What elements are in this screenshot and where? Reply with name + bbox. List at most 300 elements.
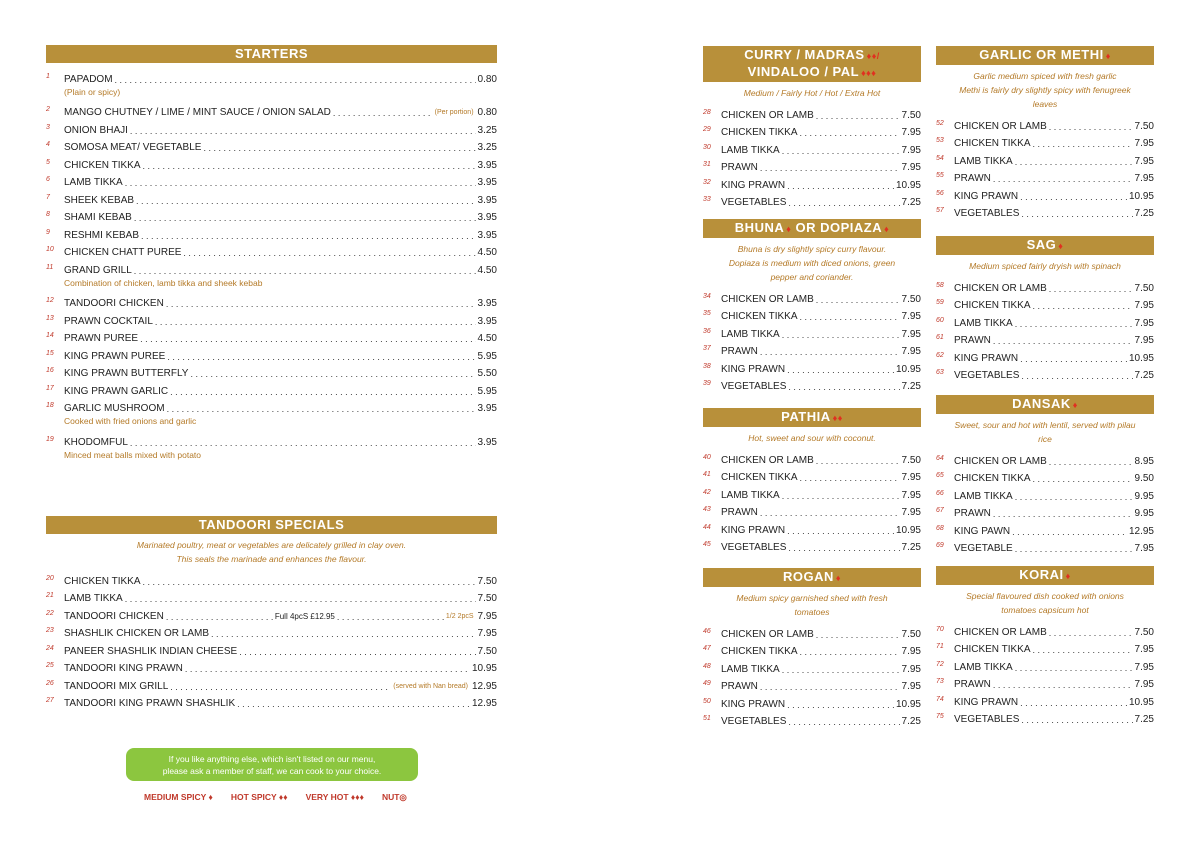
curry-header	[703, 46, 921, 82]
dot-leader	[1049, 121, 1133, 133]
item-number: 67	[936, 507, 944, 514]
menu-item	[936, 365, 1154, 383]
dot-leader	[1015, 491, 1133, 503]
item-number: 49	[703, 680, 711, 687]
item-number: 43	[703, 506, 711, 513]
item-name: LAMB TIKKA	[64, 593, 123, 604]
info-line-1: If you like anything else, which isn't listed on our menu,	[168, 753, 376, 764]
item-number: 46	[703, 627, 711, 635]
dansak-list	[936, 450, 1154, 555]
item-name: VEGETABLES	[721, 197, 787, 208]
dot-leader	[185, 663, 470, 675]
item-note: (served with Nan bread)	[393, 682, 468, 690]
sag-title: SAG	[1026, 237, 1057, 252]
item-price: 7.95	[1134, 335, 1154, 346]
item-price: 7.95	[1134, 644, 1154, 655]
sag-section	[936, 236, 1154, 382]
item-number: 48	[703, 662, 711, 670]
item-number: 62	[936, 351, 944, 359]
item-number: 28	[703, 108, 711, 116]
item-name: CHICKEN TIKKA	[721, 311, 798, 322]
dot-leader	[170, 386, 475, 398]
curry-title-2: VINDALOO / PAL	[747, 64, 860, 79]
item-price: 5.95	[477, 350, 497, 362]
sag-list	[936, 277, 1154, 382]
item-price: 7.95	[477, 628, 497, 639]
menu-item	[936, 295, 1154, 313]
dot-leader	[816, 110, 900, 122]
item-number: 6	[46, 176, 50, 183]
item-name: TANDOORI MIX GRILL	[64, 680, 169, 692]
menu-item	[46, 154, 497, 172]
menu-item	[46, 693, 497, 711]
menu-item	[936, 520, 1154, 538]
item-number: 30	[703, 143, 711, 151]
item-price: 12.95	[471, 698, 497, 709]
menu-item	[936, 450, 1154, 468]
menu-item	[703, 623, 921, 641]
menu-item	[46, 658, 497, 676]
bhuna-list	[703, 288, 921, 393]
menu-item	[936, 485, 1154, 503]
item-price: 0.80	[477, 107, 497, 118]
chili-icon: ♦	[1065, 571, 1071, 581]
menu-item	[703, 306, 921, 324]
chili-icon: ♦	[786, 224, 792, 234]
dot-leader	[115, 74, 476, 86]
item-number: 7	[46, 193, 50, 201]
menu-item	[46, 207, 497, 225]
item-number: 75	[936, 713, 944, 720]
dot-leader	[143, 160, 476, 172]
menu-item	[936, 115, 1154, 133]
item-number: 73	[936, 678, 944, 685]
item-number: 66	[936, 489, 944, 497]
dot-leader	[816, 294, 900, 306]
item-number: 2	[46, 106, 50, 113]
item-name: LAMB TIKKA	[954, 661, 1013, 673]
menu-item	[703, 157, 921, 175]
dot-leader	[166, 611, 273, 623]
item-price: 7.50	[1134, 120, 1154, 132]
item-number: 51	[703, 715, 711, 722]
item-price: 5.95	[477, 385, 497, 397]
description-line: Marinated poultry, meat or vegetables are delicately grilled in clay oven.	[136, 540, 407, 550]
bhuna-section	[703, 219, 921, 393]
item-number: 53	[936, 137, 944, 144]
dot-leader	[788, 381, 899, 393]
menu-item	[46, 398, 497, 416]
item-number: 64	[936, 454, 944, 462]
dot-leader	[816, 629, 900, 641]
menu-item	[703, 174, 921, 192]
dansak-description	[936, 418, 1154, 446]
item-price: 7.95	[901, 328, 921, 340]
tandoori-description	[46, 538, 497, 566]
description-line: Garlic medium spiced with fresh garlic	[973, 71, 1117, 81]
menu-item	[936, 468, 1154, 486]
korai-header	[936, 566, 1154, 585]
description-line: This seals the marinade and enhances the flavour.	[176, 554, 367, 564]
dot-leader	[787, 699, 894, 711]
item-price: 3.25	[477, 142, 497, 153]
menu-item	[46, 172, 497, 190]
menu-item	[936, 330, 1154, 348]
item-name: ONION BHAJI	[64, 124, 128, 136]
curry-list	[703, 104, 921, 209]
item-price: 7.50	[477, 593, 497, 604]
item-name: KING PRAWN	[954, 696, 1019, 708]
item-price: 7.25	[901, 542, 921, 553]
item-price: 10.95	[1128, 352, 1154, 364]
curry-section	[703, 46, 921, 209]
menu-item	[703, 537, 921, 555]
menu-item	[46, 640, 497, 658]
item-price: 3.25	[477, 124, 497, 136]
dot-leader	[1033, 473, 1133, 485]
garlic-header	[936, 46, 1154, 65]
item-name: KING PRAWN	[954, 352, 1019, 364]
item-name: KING PRAWN	[721, 524, 786, 536]
item-number: 36	[703, 327, 711, 335]
bhuna-header	[703, 219, 921, 238]
item-name: PRAWN	[954, 508, 991, 519]
pathia-section	[703, 408, 921, 554]
item-name: LAMB TIKKA	[954, 490, 1013, 502]
menu-item	[703, 711, 921, 729]
chili-icon: ♦	[884, 224, 890, 234]
dot-leader	[167, 351, 475, 363]
bhuna-description	[703, 242, 921, 284]
item-name: CHICKEN OR LAMB	[721, 293, 814, 305]
item-number: 17	[46, 384, 54, 392]
menu-item	[46, 68, 497, 86]
dot-leader	[782, 145, 900, 157]
item-name: CHICKEN TIKKA	[954, 644, 1031, 655]
item-price: 5.50	[477, 368, 497, 379]
item-number: 55	[936, 172, 944, 179]
item-price: 7.50	[1134, 282, 1154, 294]
description-line: Special flavoured dish cooked with onions	[966, 591, 1124, 601]
item-name: CHICKEN OR LAMB	[954, 120, 1047, 132]
item-name: CHICKEN TIKKA	[721, 646, 798, 657]
item-number: 71	[936, 643, 944, 650]
item-price: 7.50	[477, 645, 497, 657]
item-name: CHICKEN OR LAMB	[954, 455, 1047, 467]
item-price: 7.95	[901, 472, 921, 483]
item-price: 7.50	[901, 293, 921, 305]
menu-item	[936, 185, 1154, 203]
menu-item	[936, 277, 1154, 295]
dot-leader	[816, 455, 900, 467]
garlic-description	[936, 69, 1154, 111]
starters-section	[46, 45, 497, 465]
item-name: LAMB TIKKA	[721, 328, 780, 340]
item-name: PRAWN	[721, 681, 758, 692]
menu-item	[46, 119, 497, 137]
menu-item	[46, 293, 497, 311]
dot-leader	[787, 525, 894, 537]
dot-leader	[203, 142, 475, 154]
menu-item	[703, 139, 921, 157]
item-price: 10.95	[895, 698, 921, 710]
dot-leader	[143, 576, 476, 588]
item-number: 33	[703, 196, 711, 203]
dot-leader	[166, 298, 476, 310]
item-number: 35	[703, 310, 711, 317]
menu-item	[936, 150, 1154, 168]
item-number: 57	[936, 207, 944, 214]
item-name: LAMB TIKKA	[954, 317, 1013, 329]
dot-leader	[140, 333, 475, 345]
item-price: 10.95	[895, 363, 921, 375]
item-name: SHEEK KEBAB	[64, 194, 135, 206]
item-name: SHASHLIK CHICKEN OR LAMB	[64, 628, 210, 639]
item-number: 27	[46, 697, 54, 704]
bhuna-title: BHUNA	[734, 220, 785, 235]
dot-leader	[782, 490, 900, 502]
item-number: 31	[703, 161, 711, 168]
description-line: Sweet, sour and hot with lentil, served with pilau	[954, 420, 1136, 430]
dot-leader	[1021, 208, 1132, 220]
item-name: PANEER SHASHLIK INDIAN CHEESE	[64, 645, 238, 657]
item-number: 47	[703, 645, 711, 652]
item-name: KING PRAWN	[721, 363, 786, 375]
item-name: GARLIC MUSHROOM	[64, 403, 165, 414]
item-name: CHICKEN TIKKA	[721, 472, 798, 483]
dot-leader	[333, 107, 433, 119]
menu-item	[46, 363, 497, 381]
item-price: 3.95	[477, 436, 497, 448]
legend-nut: NUT◎	[381, 792, 407, 802]
garlic-section	[936, 46, 1154, 220]
item-number: 18	[46, 402, 54, 409]
menu-item	[46, 137, 497, 155]
item-name: CHICKEN TIKKA	[954, 473, 1031, 484]
description-line: Methi is fairly dry slightly spicy with fenugreek	[959, 85, 1131, 95]
menu-item	[703, 376, 921, 394]
item-name: TANDOORI KING PRAWN SHASHLIK	[64, 698, 236, 709]
item-number: 12	[46, 297, 54, 304]
item-name: PRAWN	[954, 679, 991, 690]
menu-item	[46, 588, 497, 606]
item-price: 3.95	[477, 403, 497, 414]
dansak-header	[936, 395, 1154, 414]
menu-item	[703, 104, 921, 122]
item-price: 7.95	[1134, 679, 1154, 690]
pathia-description	[703, 431, 921, 445]
dot-leader	[788, 716, 899, 728]
item-price: 9.95	[1134, 508, 1154, 519]
item-number: 54	[936, 154, 944, 162]
description-line: rice	[1038, 434, 1052, 444]
menu-item	[936, 709, 1154, 727]
dot-leader	[155, 316, 476, 328]
item-price: 4.50	[477, 247, 497, 258]
item-name: PRAWN	[721, 162, 758, 173]
item-price: 7.50	[1134, 626, 1154, 638]
dot-leader	[800, 311, 900, 323]
item-name: TANDOORI KING PRAWN	[64, 663, 183, 674]
item-price: 10.95	[1128, 190, 1154, 202]
item-name: SHAMI KEBAB	[64, 212, 132, 223]
item-price: 7.25	[901, 381, 921, 392]
dot-leader	[760, 681, 900, 693]
item-price: 7.95	[901, 346, 921, 357]
item-number: 39	[703, 380, 711, 387]
menu-item	[46, 605, 497, 623]
menu-item	[46, 675, 497, 693]
item-price: 4.50	[477, 264, 497, 276]
item-name: KING PRAWN	[954, 190, 1019, 202]
description-line: pepper and coriander.	[770, 272, 854, 282]
item-name: KHODOMFUL	[64, 436, 128, 448]
curry-description	[703, 86, 921, 100]
item-number: 37	[703, 345, 711, 352]
item-price: 7.95	[477, 610, 498, 622]
dot-leader	[800, 472, 900, 484]
garlic-title: GARLIC OR METHI	[979, 47, 1104, 62]
dot-leader	[1020, 353, 1127, 365]
dot-leader	[190, 368, 475, 380]
item-number: 4	[46, 141, 50, 148]
item-price: 0.80	[477, 73, 497, 85]
item-price: 3.95	[477, 298, 497, 309]
menu-item	[936, 133, 1154, 151]
item-price: 7.50	[477, 575, 497, 587]
dot-leader	[134, 265, 476, 277]
chili-icon: ♦	[1058, 241, 1064, 251]
dot-leader	[1015, 662, 1133, 674]
dot-leader	[1033, 138, 1133, 150]
item-price: 10.95	[1128, 696, 1154, 708]
dot-leader	[136, 195, 476, 207]
item-number: 63	[936, 369, 944, 376]
dot-leader	[125, 593, 476, 605]
item-number: 14	[46, 332, 54, 339]
korai-description	[936, 589, 1154, 617]
dot-leader	[788, 542, 899, 554]
item-name: CHICKEN TIKKA	[954, 138, 1031, 149]
description-line: Dopiaza is medium with diced onions, green	[728, 258, 896, 268]
menu-item	[703, 467, 921, 485]
description-line: tomatoes	[794, 607, 830, 617]
rogan-section	[703, 568, 921, 728]
item-price: 7.95	[901, 489, 921, 501]
item-price: 9.50	[1134, 473, 1154, 484]
menu-item	[703, 323, 921, 341]
menu-item	[46, 224, 497, 242]
description-line: tomatoes capsicum hot	[1001, 605, 1089, 615]
item-number: 41	[703, 471, 711, 478]
item-name: KING PRAWN BUTTERFLY	[64, 368, 189, 379]
menu-item	[703, 676, 921, 694]
dot-leader	[1049, 456, 1133, 468]
menu-item	[936, 656, 1154, 674]
dot-leader	[1049, 283, 1133, 295]
menu-item	[936, 168, 1154, 186]
dot-leader	[1015, 156, 1133, 168]
item-number: 16	[46, 367, 54, 374]
item-price: 7.95	[1134, 155, 1154, 167]
item-price: 3.95	[477, 177, 497, 188]
dot-leader	[167, 403, 476, 415]
item-price: 10.95	[471, 663, 497, 674]
item-number: 52	[936, 119, 944, 127]
menu-item	[46, 431, 497, 449]
pathia-header	[703, 408, 921, 427]
dot-leader	[141, 230, 476, 242]
item-price: 4.50	[477, 333, 497, 344]
menu-item	[936, 538, 1154, 556]
item-price: 3.95	[477, 315, 497, 327]
item-name: CHICKEN TIKKA	[64, 575, 141, 587]
item-number: 42	[703, 488, 711, 496]
dot-leader	[993, 335, 1133, 347]
dot-leader	[211, 628, 475, 640]
dot-leader	[788, 197, 899, 209]
tandoori-section	[46, 516, 497, 710]
menu-item	[46, 189, 497, 207]
item-number: 38	[703, 362, 711, 370]
menu-item	[46, 310, 497, 328]
rogan-header	[703, 568, 921, 587]
menu-item	[703, 693, 921, 711]
dot-leader	[1015, 318, 1133, 330]
item-name: MANGO CHUTNEY / LIME / MINT SAUCE / ONION SALAD	[64, 107, 331, 118]
item-subtext: Cooked with fried onions and garlic	[64, 416, 197, 426]
menu-item	[46, 102, 497, 120]
dot-leader	[1012, 526, 1127, 538]
item-name: PAPADOM	[64, 73, 113, 85]
chili-icon: ♦	[1072, 400, 1078, 410]
item-name: CHICKEN CHATT PUREE	[64, 247, 182, 258]
item-name: VEGETABLES	[721, 381, 787, 392]
item-name: LAMB TIKKA	[721, 144, 780, 156]
starters-list	[46, 68, 497, 465]
dot-leader	[782, 664, 900, 676]
menu-item	[703, 658, 921, 676]
sag-header	[936, 236, 1154, 255]
item-price: 12.95	[471, 680, 497, 692]
item-name: CHICKEN TIKKA	[721, 127, 798, 138]
menu-item	[46, 328, 497, 346]
item-name: VEGETABLES	[721, 716, 787, 727]
description-line: Medium / Fairly Hot / Hot / Extra Hot	[743, 88, 881, 98]
item-price: 7.95	[1134, 300, 1154, 311]
dot-leader	[800, 646, 900, 658]
item-price: 7.95	[901, 127, 921, 138]
menu-item	[703, 641, 921, 659]
menu-item	[46, 259, 497, 277]
item-name: PRAWN	[721, 507, 758, 518]
dot-leader	[130, 125, 476, 137]
menu-item	[46, 345, 497, 363]
description-line: Hot, sweet and sour with coconut.	[748, 433, 876, 443]
item-number: 5	[46, 158, 50, 166]
menu-item	[46, 380, 497, 398]
starters-header: STARTERS	[46, 45, 497, 63]
item-name: KING PRAWN	[721, 698, 786, 710]
dot-leader	[760, 346, 900, 358]
menu-item	[703, 341, 921, 359]
dot-leader	[782, 329, 900, 341]
dansak-title: DANSAK	[1012, 396, 1071, 411]
legend-hot-spicy: HOT SPICY ♦♦	[230, 792, 288, 802]
description-line: leaves	[1032, 99, 1058, 109]
item-name: TANDOORI CHICKEN	[64, 298, 164, 309]
item-name: PRAWN COCKTAIL	[64, 315, 153, 327]
